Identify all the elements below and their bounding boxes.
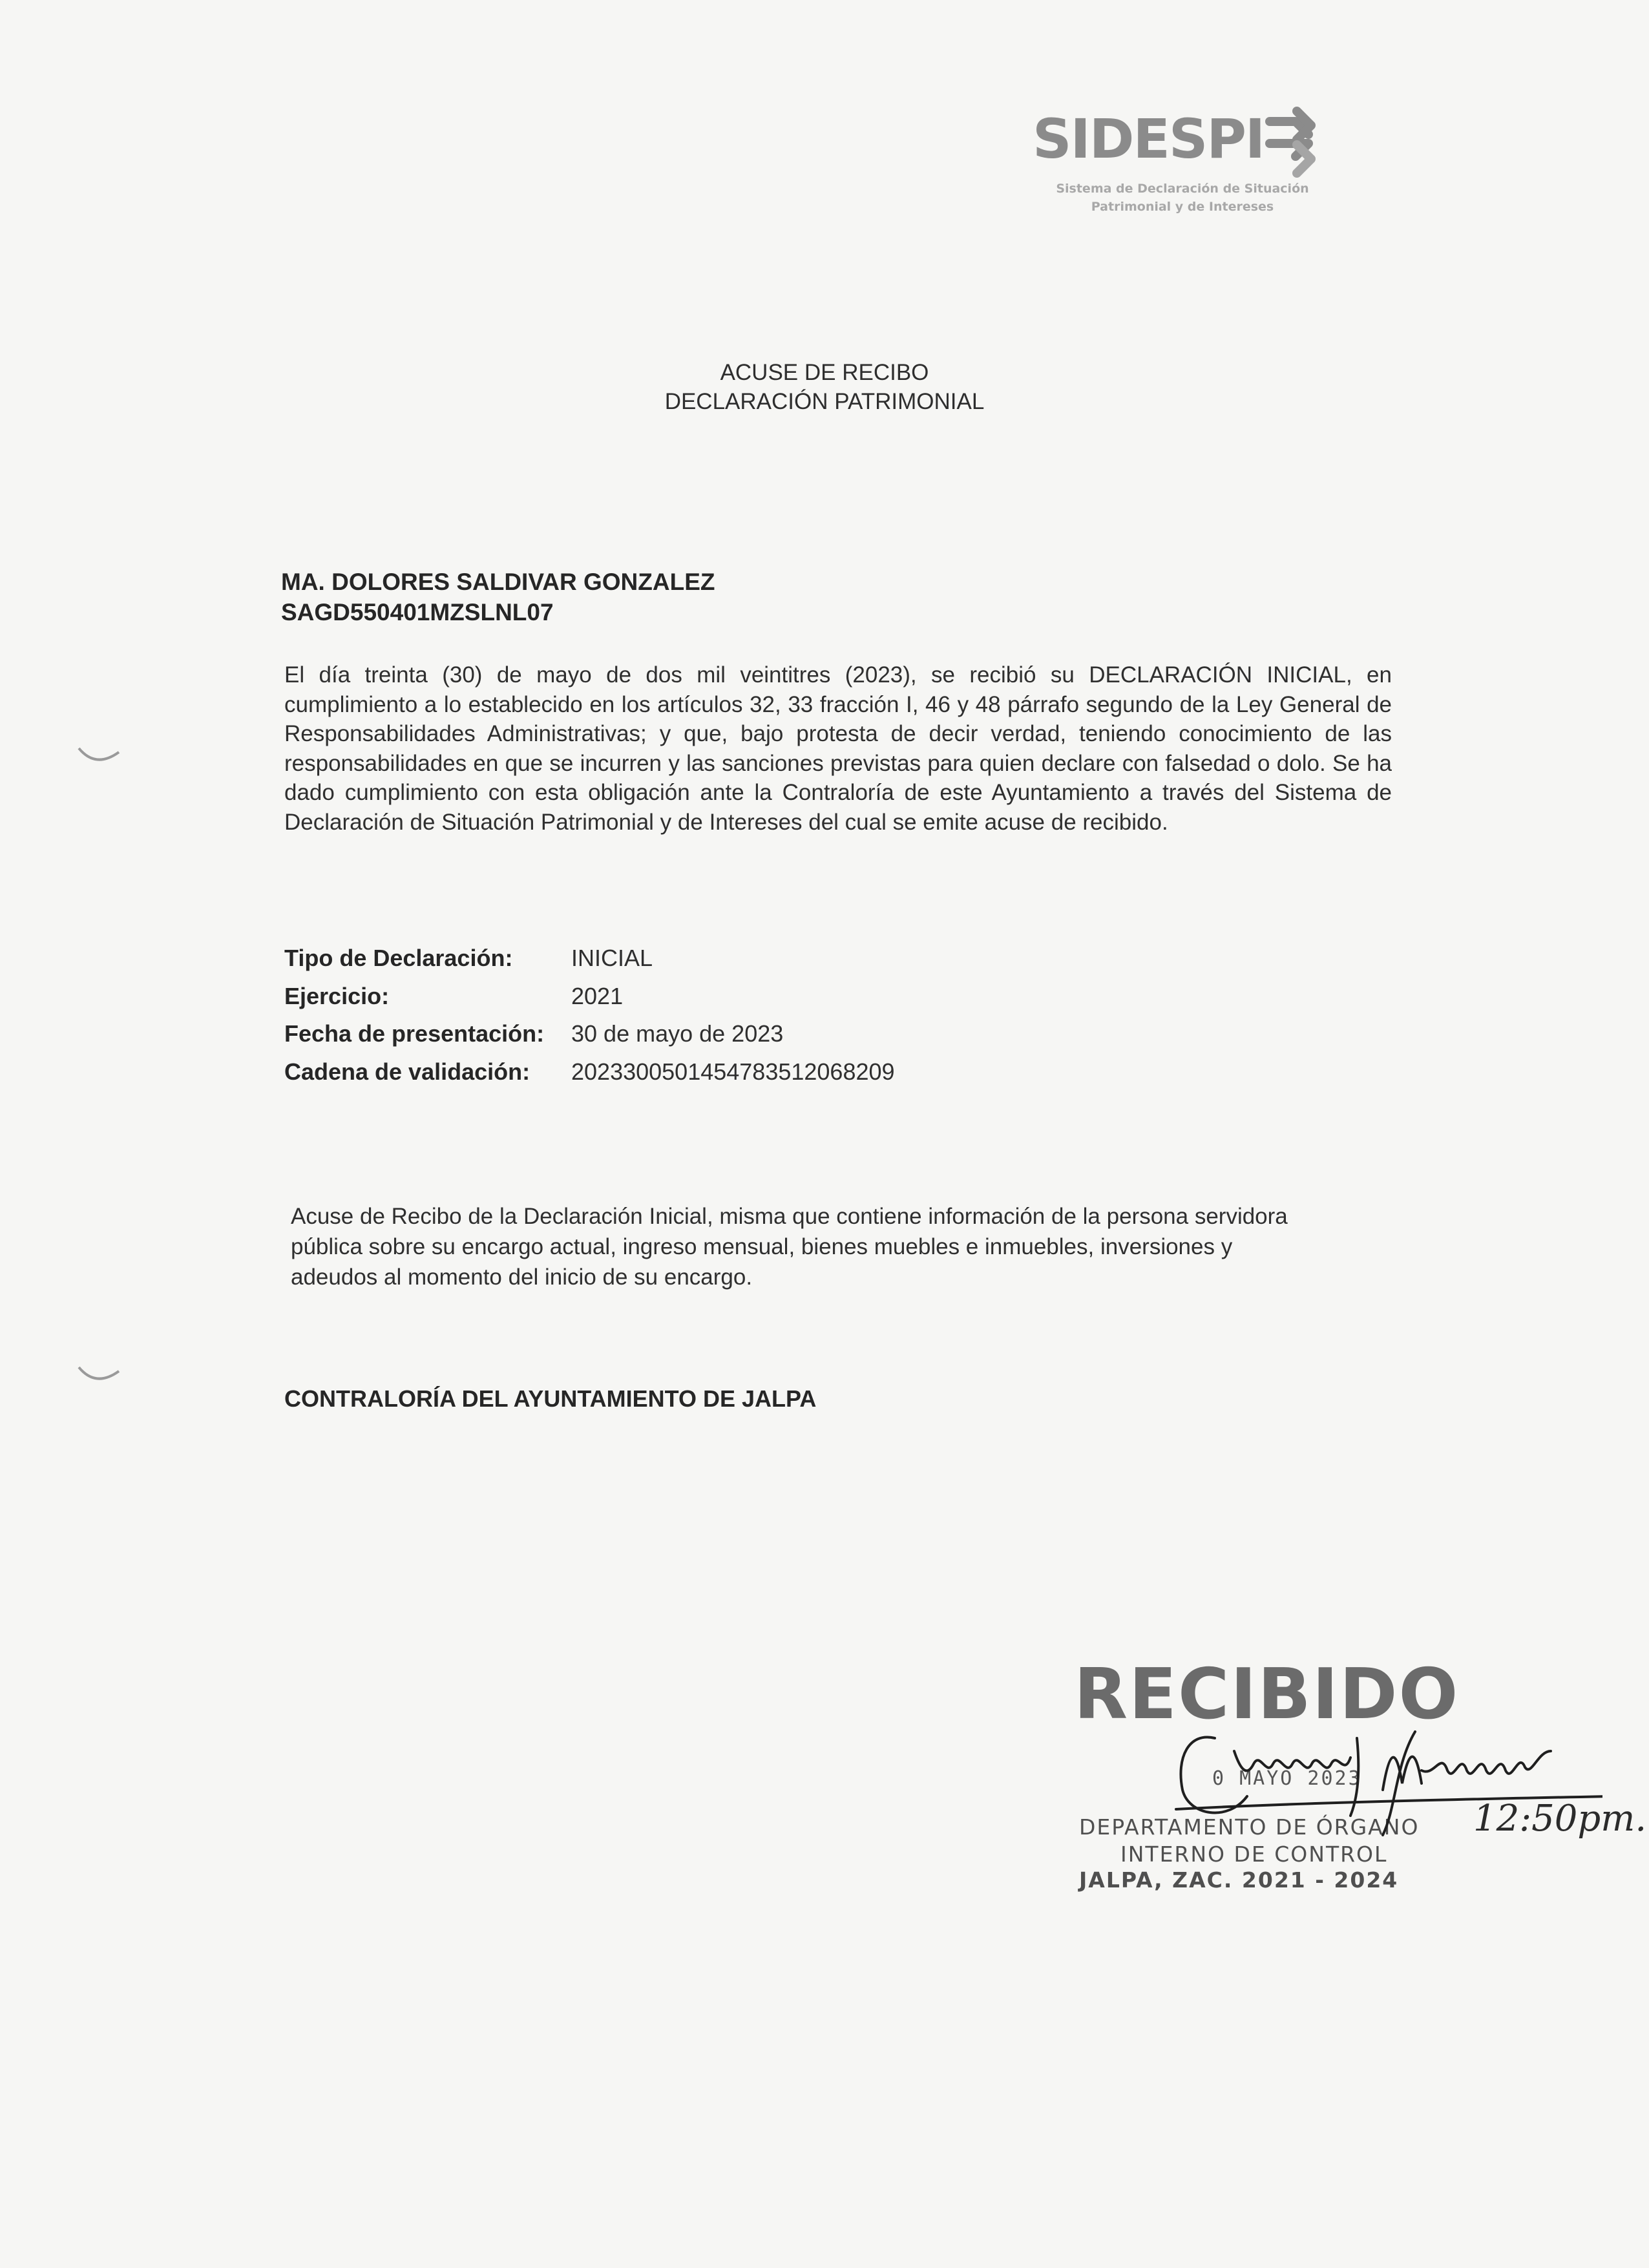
received-stamp [1073, 1654, 1647, 1913]
field-value: 2021 [571, 982, 624, 1009]
double-arrow-icon [1257, 103, 1334, 181]
issuing-authority: CONTRALORÍA DEL AYUNTAMIENTO DE JALPA [284, 1385, 817, 1412]
summary-paragraph: Acuse de Recibo de la Declaración Inicial, misma que contiene información de la persona servidora pública sobre su encargo actual, ingreso mensual, bienes muebles e inmuebles, inversiones y adeudos al momento del inicio de su encargo. [291, 1204, 1288, 1290]
declarant-name: MA. DOLORES SALDIVAR GONZALEZ [281, 569, 715, 595]
field-label: Ejercicio: [284, 982, 390, 1009]
field-value: 30 de mayo de 2023 [571, 1020, 784, 1047]
stamp-department: DEPARTAMENTO DE ÓRGANO [1079, 1814, 1420, 1840]
logo-subtitle [1027, 180, 1338, 216]
stamp-location: JALPA, ZAC. 2021 - 2024 [1079, 1867, 1399, 1893]
sidespi-logo [1027, 103, 1338, 226]
logo-subtitle-line2: Patrimonial y de Intereses [1091, 200, 1274, 214]
logo-wordmark: SIDESPI [1033, 107, 1265, 171]
declarant-curp: SAGD550401MZSLNL07 [281, 599, 554, 625]
punch-hole-mark [76, 743, 121, 769]
stamp-date: 0 MAYO 2023 [1212, 1767, 1362, 1790]
stamp-unit: INTERNO DE CONTROL [1120, 1842, 1388, 1867]
punch-hole-mark [76, 1362, 121, 1388]
field-label: Cadena de validación: [284, 1058, 530, 1085]
logo-subtitle-line1: Sistema de Declaración de Situación [1056, 182, 1309, 196]
field-label: Fecha de presentación: [284, 1020, 545, 1047]
document-title-line2: DECLARACIÓN PATRIMONIAL [664, 389, 985, 414]
document-title-line1: ACUSE DE RECIBO [720, 360, 929, 385]
handwritten-time: 12:50pm. [1473, 1798, 1647, 1840]
field-value: 20233005014547835120682​09 [571, 1058, 895, 1085]
field-label: Tipo de Declaración: [284, 945, 513, 971]
stamp-title: RECIBIDO [1074, 1654, 1460, 1735]
declaration-paragraph: El día treinta (30) de mayo de dos mil veintitres (2023), se recibió su DECLARACIÓN INICIAL, en cumplimiento a lo establecido en los artículos 32, 33 fracción I, 46 y 48 párrafo segundo de la Ley General de Responsabilidades Administrativas; y que, bajo protesta de decir verdad, teniendo conocimiento de las responsabilidades en que se incurren y las sanciones previstas para quien declare con falsedad o dolo. Se ha dado cumplimiento con esta obligación ante la Contraloría de este Ayuntamiento a través del Sistema de Declaración de Situación Patrimonial y de Intereses del cual se emite acuse de recibido. [284, 662, 1392, 835]
field-value: INICIAL [571, 945, 653, 971]
